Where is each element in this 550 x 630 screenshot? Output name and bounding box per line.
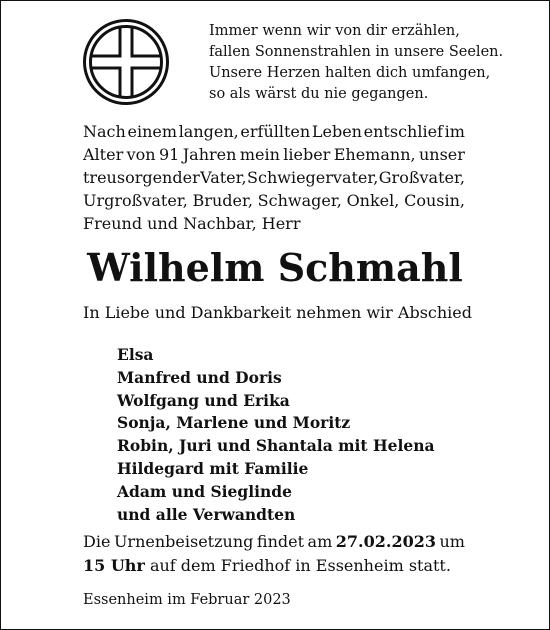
word: langen,	[178, 122, 239, 141]
family-member: Robin, Juri und Shantala mit Helena	[117, 436, 435, 456]
place-and-date: Essenheim im Februar 2023	[83, 592, 291, 608]
family-member: Adam und Sieglinde	[117, 481, 293, 501]
deceased-name: Wilhelm Schmahl	[87, 245, 463, 290]
intro-text	[83, 120, 465, 235]
family-member: Hildegard mit Familie	[117, 458, 309, 478]
word: entschlief	[363, 122, 443, 141]
intro-line	[83, 166, 465, 189]
word: um	[439, 532, 465, 551]
word: Alter	[83, 145, 124, 164]
word: im	[444, 122, 465, 141]
ceremony-line	[83, 554, 465, 578]
ceremony-line	[83, 530, 465, 554]
intro-line: Freund und Nachbar, Herr	[83, 214, 301, 233]
word: Onkel,	[346, 191, 400, 210]
word: erfüllten	[240, 122, 311, 141]
family-member: Wolfgang und Erika	[117, 390, 290, 410]
word: Leben	[311, 122, 362, 141]
ceremony-notice	[83, 530, 465, 578]
word: von	[126, 145, 156, 164]
family-member: und alle Verwandten	[117, 504, 296, 524]
word: einem	[127, 122, 178, 141]
word: Vater,	[200, 168, 247, 187]
word: Jahren	[182, 145, 237, 164]
celtic-cross-icon	[83, 19, 169, 105]
word: Nach	[83, 122, 126, 141]
word: Bruder,	[192, 191, 253, 210]
intro-line	[83, 120, 465, 143]
family-member: Elsa	[117, 345, 154, 364]
ceremony-date: 27.02.2023	[335, 532, 436, 551]
poem	[209, 21, 539, 105]
word: lieber	[283, 145, 331, 164]
word: Schwager,	[257, 191, 342, 210]
ceremony-time: 15 Uhr	[83, 556, 145, 575]
family-member: Sonja, Marlene und Moritz	[117, 413, 351, 433]
word: mein	[239, 145, 280, 164]
word: 91	[158, 145, 180, 164]
word: Großvater,	[378, 168, 465, 187]
poem-line: so als wärst du nie gegangen.	[209, 86, 429, 102]
word: findet	[256, 532, 305, 551]
farewell-text: In Liebe und Dankbarkeit nehmen wir Abschied	[83, 303, 473, 322]
word: Urnenbeisetzung	[113, 532, 254, 551]
poem-line: Immer wenn wir von dir erzählen,	[209, 23, 460, 39]
word: Cousin,	[404, 191, 465, 210]
ceremony-location: auf dem Friedhof in Essenheim statt.	[144, 556, 451, 575]
family-list	[117, 344, 435, 526]
word: Ehemann,	[333, 145, 416, 164]
poem-line: Unsere Herzen halten dich umfangen,	[209, 65, 491, 81]
family-member: Manfred und Doris	[117, 367, 282, 387]
intro-line	[83, 189, 465, 212]
poem-line: fallen Sonnenstrahlen in unsere Seelen.	[209, 44, 504, 60]
intro-line	[83, 143, 465, 166]
word: am	[307, 532, 333, 551]
word: unser	[418, 145, 465, 164]
word: treusorgender	[83, 168, 200, 187]
word: Urgroßvater,	[83, 191, 188, 210]
word: Die	[83, 532, 111, 551]
word: Schwiegervater,	[247, 168, 379, 187]
